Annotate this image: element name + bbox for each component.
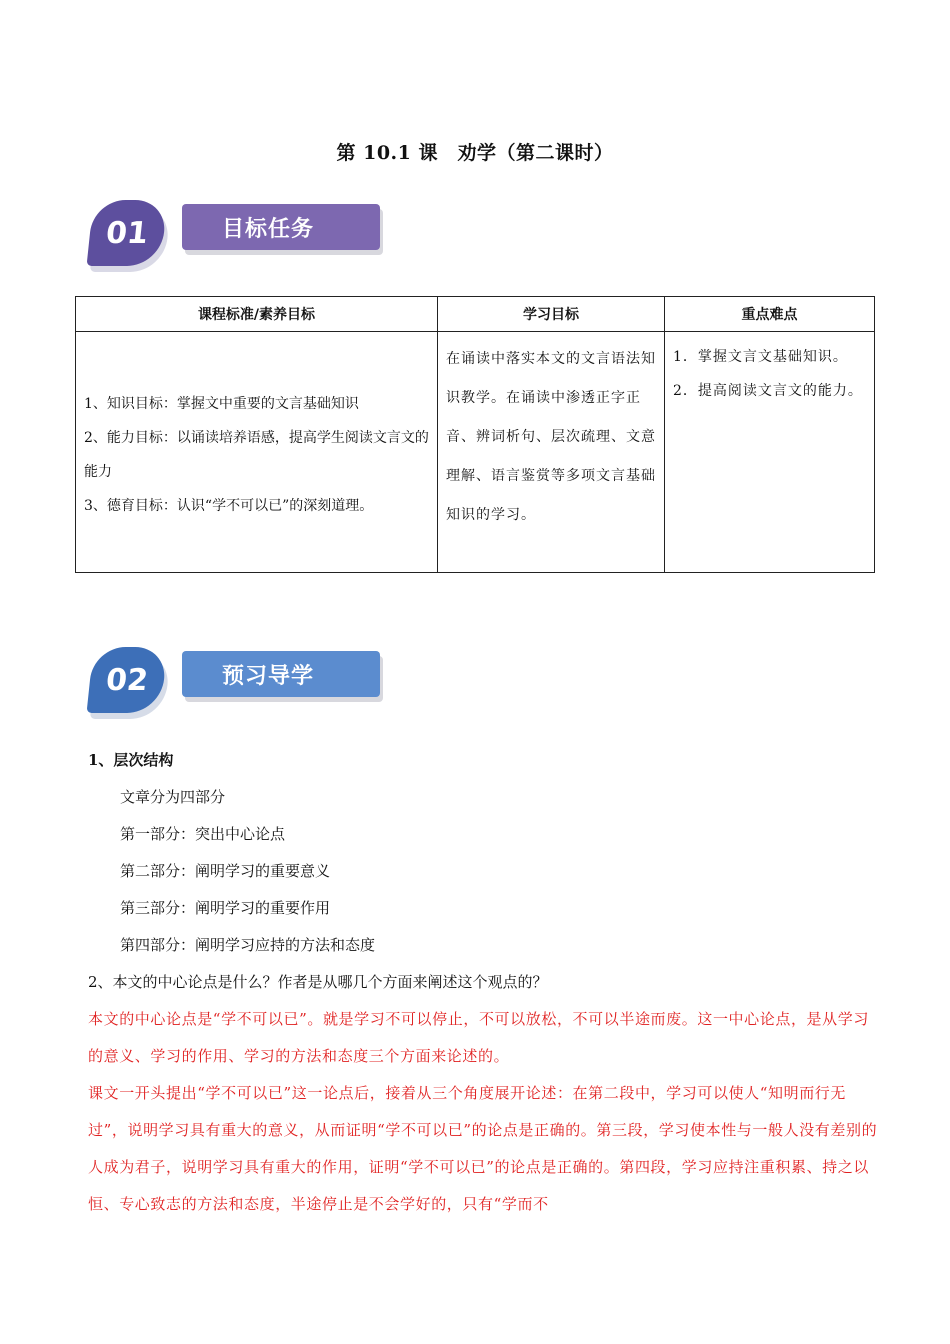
table-header: 重点难点	[665, 297, 875, 332]
section-label: 预习导学	[182, 651, 380, 697]
section-label: 目标任务	[182, 204, 380, 250]
answer-paragraph: 课文一开头提出“学不可以已”这一论点后，接着从三个角度展开论述：在第二段中，学习可以使人“知明而行无过”，说明学习具有重大的意义，从而证明“学不可以已”的论点是正确的。第三段，学习使本性与一般人没有差别的人成为君子，说明学习具有重大的作用，证明“学不可以已”的论点是正确的。第四段，学习应持注重积累、持之以恒、专心致志的方法和态度，半途停止是不会学好的，只有“学而不	[88, 1084, 878, 1213]
section-number-badge: 01	[87, 200, 168, 266]
section-banner-preview	[90, 645, 400, 723]
list-item: 第四部分：阐明学习应持的方法和态度	[120, 936, 376, 954]
standard-item: 2、能力目标：以诵读培养语感，提高学生阅读文言文的能力	[84, 430, 429, 480]
table-cell-keypoints	[665, 332, 875, 573]
table-header: 学习目标	[438, 297, 665, 332]
standard-item: 1、知识目标：掌握文中重要的文言基础知识	[84, 396, 359, 412]
list-item: 文章分为四部分	[120, 788, 226, 806]
keypoint-item: 1．掌握文言文基础知识。	[673, 349, 848, 365]
section-heading: 1、层次结构	[88, 751, 174, 769]
table-cell-standards	[76, 332, 438, 573]
table-row	[76, 332, 875, 573]
list-item: 第三部分：阐明学习的重要作用	[120, 899, 331, 917]
question-text: 2、本文的中心论点是什么？作者是从哪几个方面来阐述这个观点的？	[88, 973, 548, 991]
section-number-badge: 02	[87, 647, 168, 713]
section-banner-goals	[90, 198, 400, 276]
keypoint-item: 2．提高阅读文言文的能力。	[673, 383, 863, 399]
table-header-row	[76, 297, 875, 332]
preview-content	[88, 742, 878, 1223]
goals-table	[75, 296, 875, 573]
list-item: 第一部分：突出中心论点	[120, 825, 286, 843]
page-title: 第 10.1 课 劝学（第二课时）	[336, 142, 614, 164]
table-header: 课程标准/素养目标	[76, 297, 438, 332]
table-cell-objectives: 在诵读中落实本文的文言语法知识教学。在诵读中渗透正字正音、辨词析句、层次疏理、文意理解、语言鉴赏等多项文言基础知识的学习。	[438, 332, 665, 573]
standard-item: 3、德育目标：认识“学不可以已”的深刻道理。	[84, 498, 374, 514]
answer-paragraph: 本文的中心论点是“学不可以已”。就是学习不可以停止，不可以放松，不可以半途而废。这一中心论点，是从学习的意义、学习的作用、学习的方法和态度三个方面来论述的。	[88, 1010, 869, 1065]
list-item: 第二部分：阐明学习的重要意义	[120, 862, 331, 880]
